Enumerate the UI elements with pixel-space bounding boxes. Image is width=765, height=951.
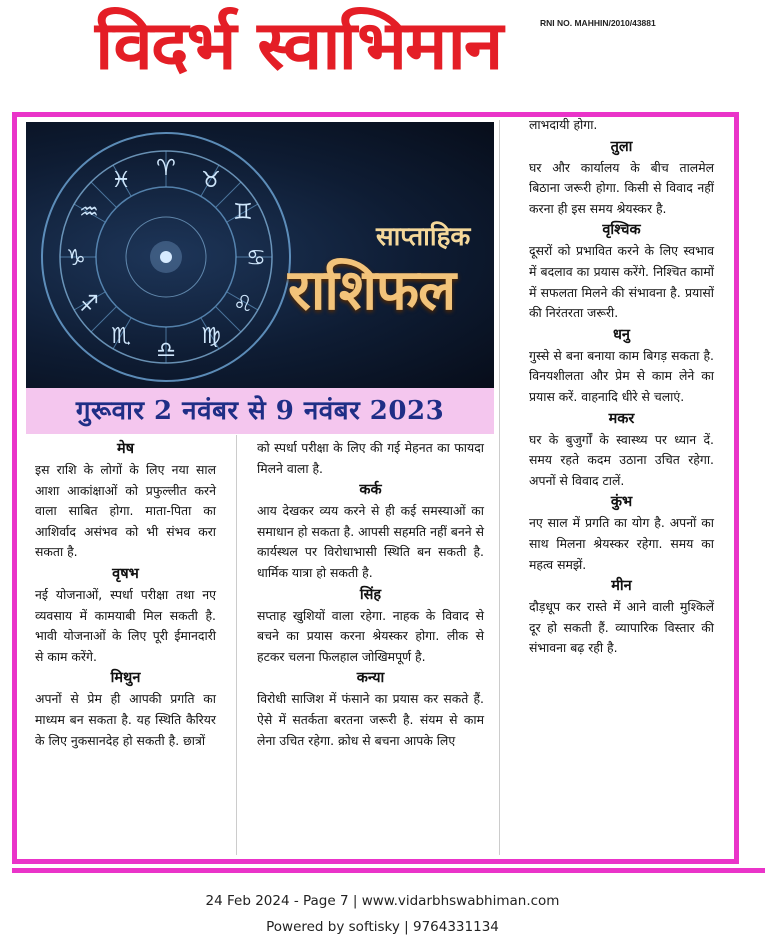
sign-heading-vrishabh: वृषभ — [112, 565, 139, 582]
sign-text-meen: दौड़धूप कर रास्ते में आने वाली मुश्किलें दूर हो सकती हैं. व्यापारिक विस्तार की संभावना बढ़ रही है. — [529, 599, 714, 656]
svg-text:♊: ♊ — [233, 200, 253, 225]
sign-text-dhanu: गुस्से से बना बनाया काम बिगड़ सकता है. विनयशीलता और प्रेम से काम लेने का प्रयास करें. वाहनादि धीरे से चलाएं. — [529, 347, 714, 404]
sign-text-makar: घर के बुजुर्गों के स्वास्थ्य पर ध्यान दें. समय रहते कदम उठाना उचित रहेगा. अपनों से विवाद टालें. — [529, 431, 714, 488]
sign-text-sinh: सप्ताह खुशियों वाला रहेगा. नाहक के विवाद से बचने का प्रयास करना श्रेयस्कर होगा. लीक से हटकर चलना फिलहाल जोखिमपूर्ण है. — [257, 607, 484, 664]
hero-subtitle: साप्ताहिक — [376, 222, 471, 252]
sign-text-mithun: अपनों से प्रेम ही आपकी प्रगति का माध्यम बन सकता है. यह स्थिति कैरियर के लिए नुकसानदेह हो सकती है. छात्रों — [35, 691, 216, 748]
sign-heading-meen: मीन — [611, 578, 632, 595]
column-divider — [499, 120, 500, 855]
svg-text:♌: ♌ — [233, 292, 253, 317]
sign-text-kanya: विरोधी साजिश में फंसाने का प्रयास कर सकते हैं. ऐसे में सतर्कता बरतना जरूरी है. संयम से काम लेना उचित रहेगा. क्रोध से बचना आपके लिए — [257, 691, 484, 748]
svg-text:♉: ♉ — [201, 168, 221, 193]
sign-heading-mesh: मेष — [116, 441, 135, 457]
hero-title: राशिफल — [288, 258, 456, 323]
footer-page-info: 24 Feb 2024 - Page 7 | www.vidarbhswabhiman.com — [205, 893, 560, 909]
continued-text: लाभदायी होगा. — [529, 117, 598, 132]
sign-text-vrishchik: दूसरों को प्रभावित करने के लिए स्वभाव में बदलाव का प्रयास करेंगे. निश्चित कामों में सफलता मिलने की संभावना है. प्रयासों की निरंतरता जरूरी. — [529, 243, 714, 321]
svg-text:♏: ♏ — [111, 324, 131, 349]
sign-heading-mithun: मिथुन — [110, 670, 141, 687]
masthead — [0, 0, 765, 100]
svg-text:♈: ♈ — [156, 156, 176, 181]
sign-text-mesh: इस राशि के लोगों के लिए नया साल आशा आकांक्षाओं को प्रफुल्लीत करने वाला साबित होगा. माता-पिता का आशिर्वाद असंभव को भी संभव करा सकता है. — [35, 462, 216, 560]
newspaper-title: विदर्भ स्वाभिमान — [95, 5, 502, 85]
sign-text-tula: घर और कार्यालय के बीच तालमेल बिठाना जरूरी होगा. किसी से विवाद नहीं करना ही इस समय श्रेयस्कर है. — [529, 159, 714, 216]
sign-heading-dhanu: धनु — [613, 326, 630, 343]
svg-text:♓: ♓ — [111, 168, 131, 193]
sign-text-kumbh: नए साल में प्रगति का योग है. अपनों का साथ मिलना श्रेयस्कर रहेगा. समय का महत्व समझें. — [529, 515, 714, 572]
continued-text: को स्पर्धा परीक्षा के लिए की गई मेहनत का फायदा मिलने वाला है. — [257, 440, 484, 476]
sign-text-kark: आय देखकर व्यय करने से ही कई समस्याओं का समाधान हो सकता है. आपसी सहमति नहीं बनने से कार्यस्थल पर विरोधाभासी स्थिति बन सकती है. धार्मिक यात्रा हो सकती है. — [257, 503, 484, 580]
date-line: गुरूवार 2 नवंबर से 9 नवंबर 2023 — [75, 396, 445, 426]
svg-text:♐: ♐ — [79, 292, 99, 317]
sign-heading-tula: तुला — [610, 138, 633, 155]
sign-heading-kark: कर्क — [359, 482, 382, 499]
date-band — [26, 388, 494, 434]
rni-number: RNI NO. MAHHIN/2010/43881 — [540, 18, 656, 28]
sign-heading-kanya: कन्या — [356, 670, 385, 687]
svg-text:♋: ♋ — [246, 246, 266, 271]
column-divider — [236, 435, 237, 855]
svg-text:♑: ♑ — [66, 246, 86, 271]
bottom-rule — [12, 868, 765, 873]
footer-credit: Powered by softisky | 9764331134 — [266, 919, 499, 935]
zodiac-wheel-icon — [36, 127, 296, 387]
column-2 — [257, 438, 484, 751]
svg-text:♎: ♎ — [156, 338, 176, 363]
sign-text-vrishabh: नई योजनाओं, स्पर्धा परीक्षा तथा नए व्यवसाय में कामयाबी मिल सकती है. भावी योजनाओं के लिए पूरी ईमानदारी से काम करेंगे. — [35, 586, 216, 664]
sign-heading-makar: मकर — [608, 410, 635, 427]
sign-heading-vrishchik: वृश्चिक — [602, 222, 641, 239]
svg-text:♒: ♒ — [79, 200, 99, 225]
sign-heading-kumbh: कुंभ — [610, 494, 633, 511]
column-3 — [529, 115, 714, 659]
hero-image — [26, 122, 494, 388]
column-1 — [35, 438, 216, 751]
sign-heading-sinh: सिंह — [359, 586, 382, 603]
svg-text:♍: ♍ — [201, 324, 221, 349]
